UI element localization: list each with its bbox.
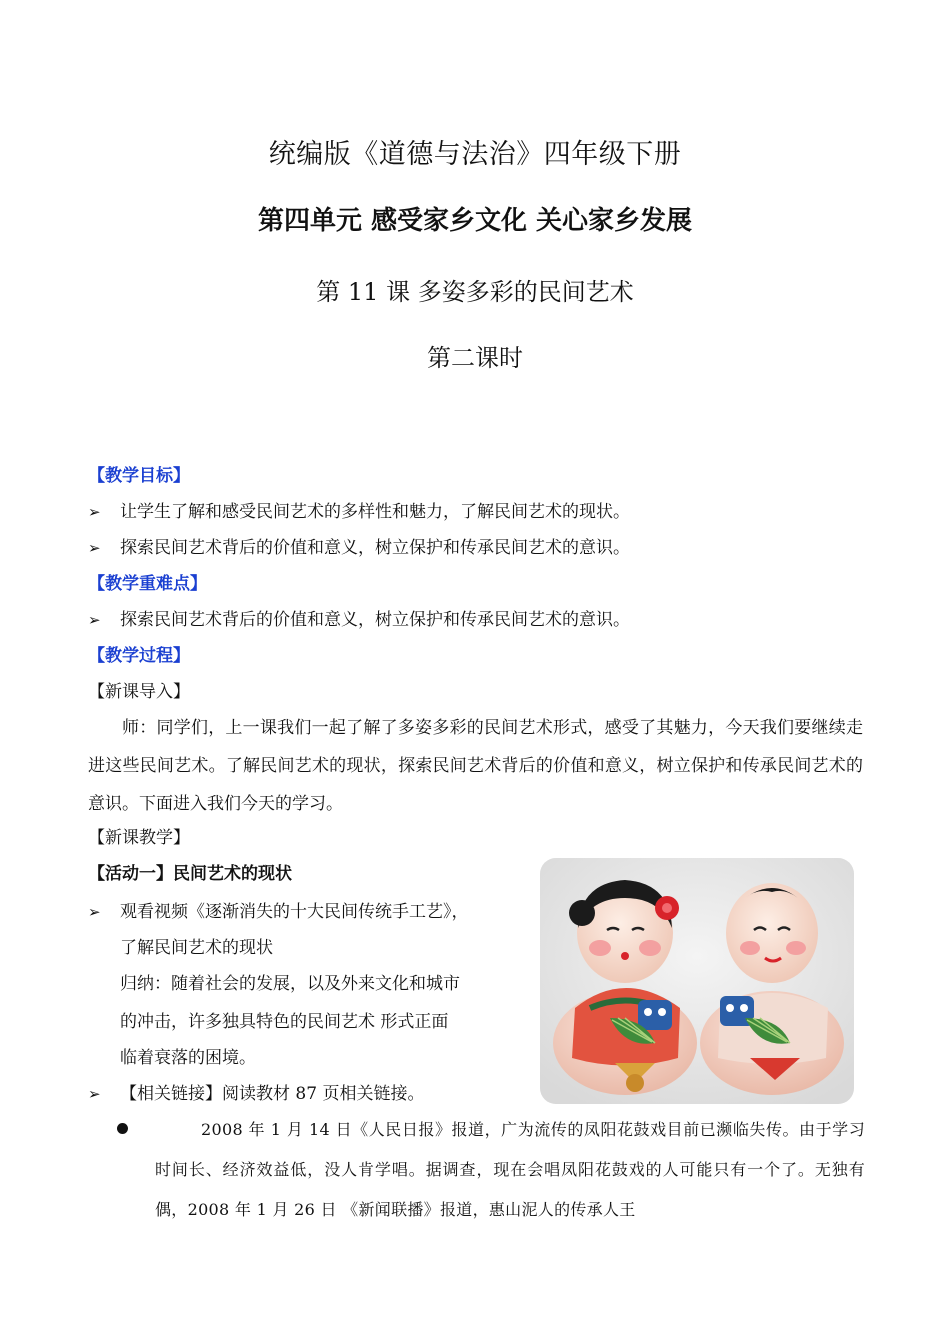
summary-text: 归纳：随着社会的发展，以及外来文化和城市 bbox=[120, 974, 460, 994]
unit-title: 第四单元 感受家乡文化 关心家乡发展 bbox=[257, 206, 693, 236]
intro-paragraph: 师：同学们，上一课我们一起了解了多姿多彩的民间艺术形式，感受了其魅力，今天我们要继续走进这些民间艺术。了解民间艺术的现状，探索民间艺术背后的价值和意义，树立保护和传承民间艺术的意识。下面进入我们今天的学习。 bbox=[88, 718, 863, 814]
summary-text: 临着衰落的困境。 bbox=[120, 1048, 256, 1068]
series-title: 统编版《道德与法治》四年级下册 bbox=[268, 139, 682, 170]
period-title: 第二课时 bbox=[427, 344, 523, 372]
news-paragraph: 2008 年 1 月 14 日《人民日报》报道，广为流传的凤阳花鼓戏目前已濒临失传。由于学习时间长、经济效益低，没人肯学唱。据调查，现在会唱凤阳花鼓戏的人可能只有一个了。无独有偶，2008 年 1 月 26 日 《新闻联播》报道，惠山泥人的传承人王 bbox=[155, 1120, 865, 1219]
summary-text: 的冲击，许多独具特色的民间艺术 形式正面 bbox=[120, 1012, 449, 1032]
clay-figurines-illustration bbox=[540, 858, 854, 1104]
objective-item bbox=[88, 536, 630, 560]
video-text-cont: 了解民间艺术的现状 bbox=[120, 938, 273, 958]
objective-text: 探索民间艺术背后的价值和意义，树立保护和传承民间艺术的意识。 bbox=[120, 538, 630, 558]
video-item bbox=[88, 900, 469, 924]
key-point-text: 探索民间艺术背后的价值和意义，树立保护和传承民间艺术的意识。 bbox=[120, 610, 630, 630]
activity-heading: 【活动一】民间艺术的现状 bbox=[88, 864, 292, 884]
objective-text: 让学生了解和感受民间艺术的多样性和魅力，了解民间艺术的现状。 bbox=[120, 502, 630, 522]
link-item bbox=[88, 1082, 424, 1106]
video-text: 观看视频《逐渐消失的十大民间传统手工艺》， bbox=[120, 902, 469, 922]
process-heading: 【教学过程】 bbox=[88, 646, 190, 666]
arrow-bullet-icon: ➢ bbox=[88, 903, 101, 921]
arrow-bullet-icon: ➢ bbox=[88, 539, 101, 557]
bullet-dot-icon bbox=[117, 1123, 128, 1134]
arrow-bullet-icon: ➢ bbox=[88, 1085, 101, 1103]
arrow-bullet-icon: ➢ bbox=[88, 503, 101, 521]
lesson-title: 第 11 课 多姿多彩的民间艺术 bbox=[316, 278, 634, 306]
key-point-item bbox=[88, 608, 630, 632]
clay-figurines-photo bbox=[540, 858, 854, 1104]
key-points-heading: 【教学重难点】 bbox=[88, 574, 207, 594]
objectives-heading: 【教学目标】 bbox=[88, 466, 190, 486]
link-text: 【相关链接】阅读教材 87 页相关链接。 bbox=[120, 1084, 425, 1104]
arrow-bullet-icon: ➢ bbox=[88, 611, 101, 629]
objective-item bbox=[88, 500, 630, 524]
teaching-heading: 【新课教学】 bbox=[88, 828, 190, 848]
intro-heading: 【新课导入】 bbox=[88, 682, 190, 702]
